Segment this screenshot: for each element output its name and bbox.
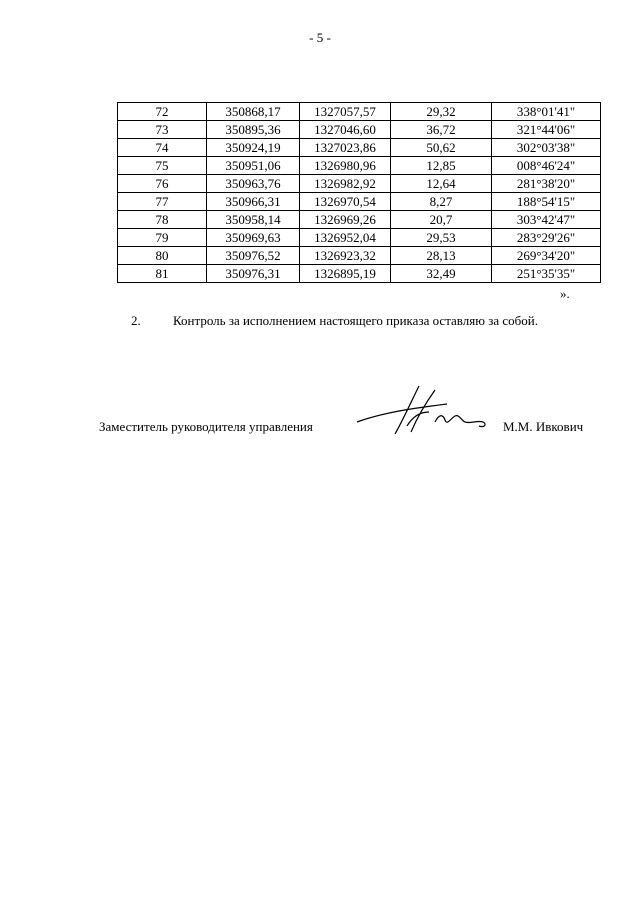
coord-y-cell: 1326952,04 [300,229,391,247]
table-row [118,229,601,247]
coord-y-cell: 1327057,57 [300,103,391,121]
handwritten-signature [355,382,495,442]
point-number-cell: 74 [118,139,207,157]
table-row [118,193,601,211]
direction-angle-cell: 281°38'20" [492,175,601,193]
segment-length-cell: 29,32 [391,103,492,121]
coord-y-cell: 1327046,60 [300,121,391,139]
table-row [118,121,601,139]
direction-angle-cell: 188°54'15" [492,193,601,211]
table-row [118,265,601,283]
segment-length-cell: 8,27 [391,193,492,211]
coord-x-cell: 350963,76 [207,175,300,193]
coord-y-cell: 1326895,19 [300,265,391,283]
coord-y-cell: 1326923,32 [300,247,391,265]
coordinates-table [117,102,601,283]
segment-length-cell: 36,72 [391,121,492,139]
coord-x-cell: 350976,31 [207,265,300,283]
point-number-cell: 80 [118,247,207,265]
coord-x-cell: 350969,63 [207,229,300,247]
direction-angle-cell: 269°34'20" [492,247,601,265]
coord-x-cell: 350966,31 [207,193,300,211]
item-number: 2. [131,313,141,328]
point-number-cell: 75 [118,157,207,175]
coord-x-cell: 350924,19 [207,139,300,157]
order-item-2 [131,313,611,329]
coord-y-cell: 1326980,96 [300,157,391,175]
item-text: Контроль за исполнением настоящего приказа оставляю за собой. [173,313,538,328]
direction-angle-cell: 251°35'35" [492,265,601,283]
point-number-cell: 78 [118,211,207,229]
coordinates-table-body [118,103,601,283]
table-row [118,175,601,193]
coord-x-cell: 350958,14 [207,211,300,229]
coord-y-cell: 1326970,54 [300,193,391,211]
table-row [118,211,601,229]
segment-length-cell: 20,7 [391,211,492,229]
coord-y-cell: 1327023,86 [300,139,391,157]
coord-x-cell: 350976,52 [207,247,300,265]
coord-x-cell: 350951,06 [207,157,300,175]
direction-angle-cell: 008°46'24" [492,157,601,175]
table-row [118,157,601,175]
table-row [118,139,601,157]
point-number-cell: 77 [118,193,207,211]
segment-length-cell: 12,64 [391,175,492,193]
segment-length-cell: 12,85 [391,157,492,175]
coord-y-cell: 1326982,92 [300,175,391,193]
direction-angle-cell: 338°01'41" [492,103,601,121]
segment-length-cell: 29,53 [391,229,492,247]
coord-x-cell: 350895,36 [207,121,300,139]
coord-x-cell: 350868,17 [207,103,300,121]
direction-angle-cell: 302°03'38" [492,139,601,157]
signatory-name: М.М. Ивкович [503,419,584,434]
point-number-cell: 72 [118,103,207,121]
point-number-cell: 81 [118,265,207,283]
segment-length-cell: 50,62 [391,139,492,157]
direction-angle-cell: 321°44'06" [492,121,601,139]
table-row [118,103,601,121]
signatory-title: Заместитель руководителя управления [99,419,313,434]
segment-length-cell: 32,49 [391,265,492,283]
point-number-cell: 76 [118,175,207,193]
point-number-cell: 73 [118,121,207,139]
direction-angle-cell: 283°29'26" [492,229,601,247]
direction-angle-cell: 303°42'47" [492,211,601,229]
point-number-cell: 79 [118,229,207,247]
page-number: - 5 - [309,30,331,45]
closing-quote: ». [560,286,570,301]
coord-y-cell: 1326969,26 [300,211,391,229]
table-row [118,247,601,265]
segment-length-cell: 28,13 [391,247,492,265]
